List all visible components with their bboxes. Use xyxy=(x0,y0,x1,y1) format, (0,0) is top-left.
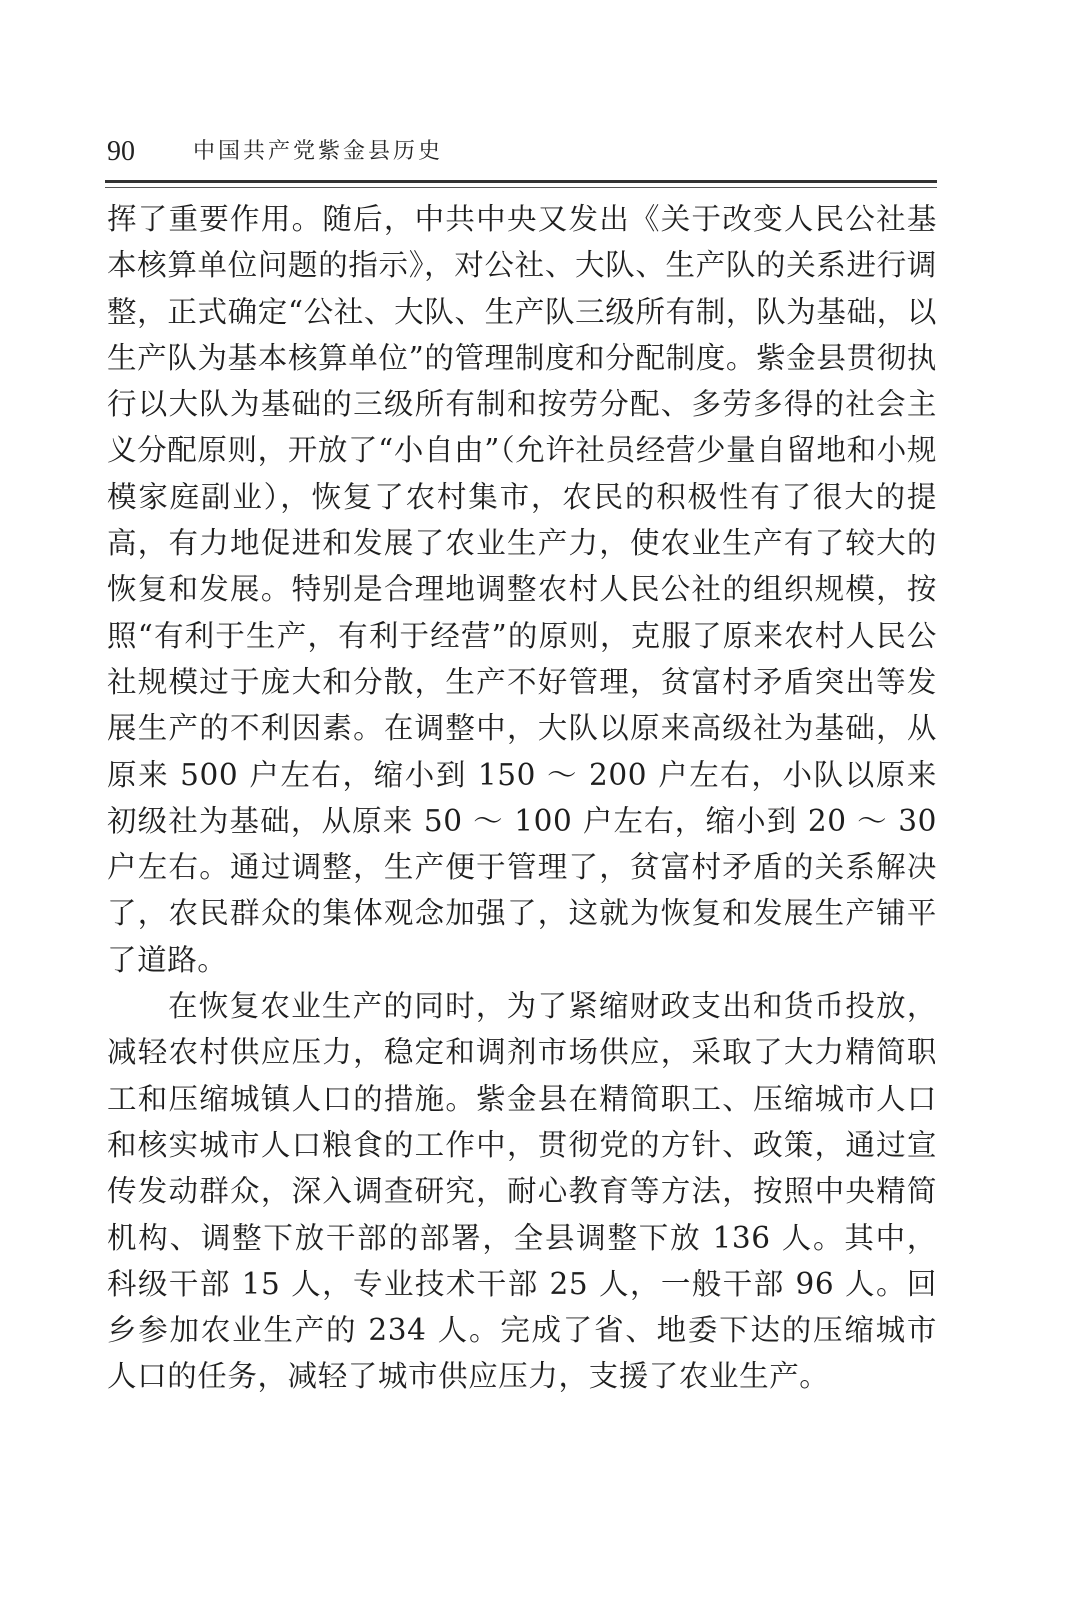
paragraph-continued: 挥了重要作用。随后，中共中央又发出《关于改变人民公社基本核算单位问题的指示》，对公社、大队、生产队的关系进行调整，正式确定“公社、大队、生产队三级所有制，队为基础，以生产队为基本核算单位”的管理制度和分配制度。紫金县贯彻执行以大队为基础的三级所有制和按劳分配、多劳多得的社会主义分配原则，开放了“小自由”（允许社员经营少量自留地和小规模家庭副业），恢复了农村集市，农民的积极性有了很大的提高，有力地促进和发展了农业生产力，使农业生产有了较大的恢复和发展。特别是合理地调整农村人民公社的组织规模，按照“有利于生产，有利于经营”的原则，克服了原来农村人民公社规模过于庞大和分散，生产不好管理，贫富村矛盾突出等发展生产的不利因素。在调整中，大队以原来高级社为基础，从原来 500 户左右，缩小到 150 ～ 200 户左右，小队以原来初级社为基础，从原来 50 ～ 100 户左右，缩小到 20 ～ 30 户左右。通过调整，生产便于管理了，贫富村矛盾的关系解决了，农民群众的集体观念加强了，这就为恢复和发展生产铺平了道路。 xyxy=(107,202,937,977)
body-text xyxy=(107,196,937,1400)
page-header xyxy=(107,132,937,172)
header-rule-thick xyxy=(105,180,937,183)
running-title: 中国共产党紫金县历史 xyxy=(193,139,444,164)
page-number: 90 xyxy=(107,136,135,167)
paragraph: 在恢复农业生产的同时，为了紧缩财政支出和货币投放，减轻农村供应压力，稳定和调剂市场供应，采取了大力精简职工和压缩城镇人口的措施。紫金县在精简职工、压缩城市人口和核实城市人口粮食的工作中，贯彻党的方针、政策，通过宣传发动群众，深入调查研究，耐心教育等方法，按照中央精简机构、调整下放干部的部署，全县调整下放 136 人。其中，科级干部 15 人，专业技术干部 25 人，一般干部 96 人。回乡参加农业生产的 234 人。完成了省、地委下达的压缩城市人口的任务，减轻了城市供应压力，支援了农业生产。 xyxy=(107,989,937,1394)
header-rule-thin xyxy=(105,187,937,188)
